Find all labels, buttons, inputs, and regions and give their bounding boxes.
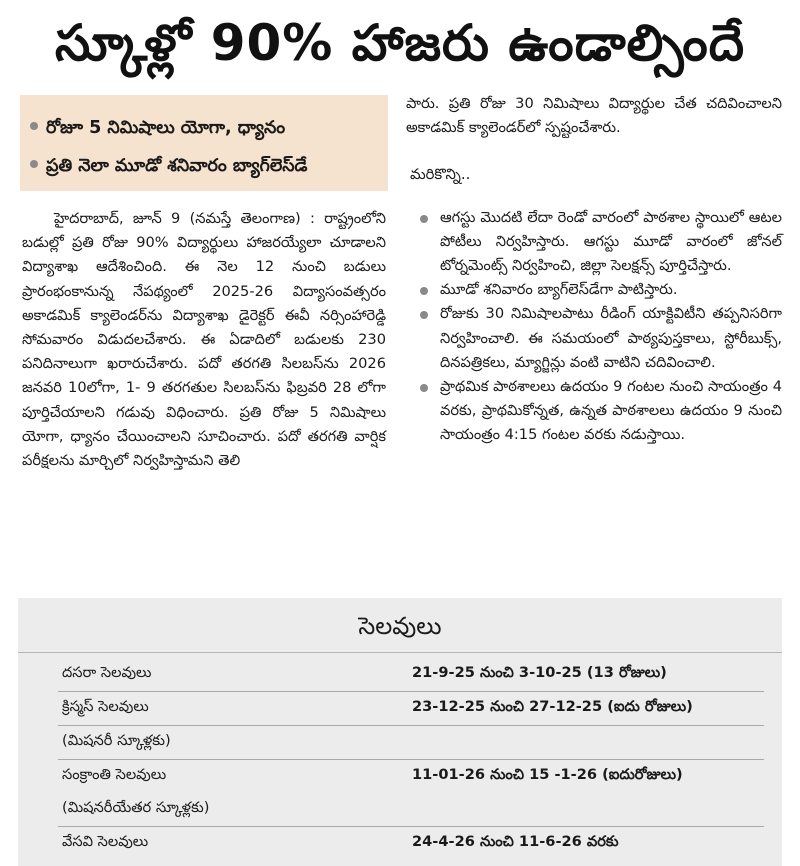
highlight-text: ప్రతి నెలా మూడో శనివారం బ్యాగ్‌లెస్‌డే xyxy=(46,156,308,176)
table-row xyxy=(58,692,764,726)
list-item xyxy=(406,302,782,375)
more-points-title: మరికొన్ని.. xyxy=(410,166,471,184)
headline: స్కూళ్లో 90% హాజరు ఉండాల్సిందే xyxy=(54,14,746,72)
highlight-item xyxy=(30,109,378,147)
highlight-text: రోజూ 5 నిమిషాలు యోగా, ధ్యానం xyxy=(46,118,286,138)
holidays-box xyxy=(18,598,782,866)
highlight-item xyxy=(30,147,378,185)
table-row xyxy=(58,658,764,692)
bullet-icon xyxy=(420,287,428,295)
bullet-icon xyxy=(420,384,428,392)
holidays-title: సెలవులు xyxy=(18,598,782,653)
holiday-name: దసరా సెలవులు xyxy=(62,664,152,681)
holiday-name: వేసవి సెలవులు xyxy=(58,827,392,861)
holiday-name: (మిషనరీ స్కూళ్లకు) xyxy=(58,726,392,760)
list-item-text: రోజుకు 30 నిమిషాలపాటు రీడింగ్ యాక్టివిటీని తప్పనిసరిగా నిర్వహించాలి. ఈ సమయంలో పాఠ్యపుస్తకాలు, స్టోరీబుక్స్, దినపత్రికలు, మ్యాగ్జిన్లు వంటి వాటిని చదివించాలి. xyxy=(440,305,782,371)
list-item-text: ప్రాథమిక పాఠశాలలు ఉదయం 9 గంటల నుంచి సాయంత్రం 4 వరకు, ప్రాథమికోన్నత, ఉన్నత పాఠశాలలు ఉదయం 9 నుంచి సాయంత్రం 4:15 గంటల వరకు నడుస్తాయి. xyxy=(440,378,782,444)
article-paragraph: హైదరాబాద్, జూన్ 9 (నమస్తే తెలంగాణ) : రాష్ట్రంలోని బడుల్లో ప్రతి రోజు 90% విద్యార్థులు హాజరయ్యేలా చూడాలని విద్యాశాఖ ఆదేశించింది. ఈ నెల 12 నుంచి బడులు ప్రారంభంకానున్న నేపథ్యంలో 2025-26 విద్యాసంవత్సరం అకాడమిక్ క్యాలెండర్‌ను విద్యాశాఖ డైరెక్టర్ ఈవీ నర్సింహారెడ్డి సోమవారం విడుదలచేశారు. ఈ ఏడాదిలో బడులకు 230 పనిదినాలుగా ఖరారుచేశారు. పదో తరగతి సిలబస్‌ను 2026 జనవరి 10లోగా, 1- 9 తరగతుల సిలబస్‌ను ఫిబ్రవరి 28 లోగా పూర్తిచేయాలని గడువు విధించారు. ప్రతి రోజు 5 నిమిషాలు యోగా, ధ్యానం చేయించాలని సూచించారు. పదో తరగతి వార్షిక పరీక్షలను మార్చిలో నిర్వహిస్తామని తెలి xyxy=(22,210,386,470)
holiday-dates: 23-12-25 నుంచి 27-12-25 (ఐదు రోజులు) xyxy=(392,692,764,726)
holiday-dates: 21-9-25 నుంచి 3-10-25 (13 రోజులు) xyxy=(412,664,667,681)
table-row xyxy=(58,793,764,827)
article-left-column xyxy=(22,207,386,473)
holiday-name: సంక్రాంతి సెలవులు xyxy=(58,760,392,794)
list-item xyxy=(406,278,782,302)
holidays-table xyxy=(58,658,764,860)
bullet-icon xyxy=(30,160,38,168)
article-continuation: పారు. ప్రతి రోజు 30 నిమిషాలు విద్యార్థుల చేత చదివించాలని అకాడమిక్ క్యాలెండర్‌లో స్పష్టంచేశారు. xyxy=(406,95,782,137)
table-row xyxy=(58,827,764,861)
bullet-icon xyxy=(30,122,38,130)
holiday-dates: 24-4-26 నుంచి 11-6-26 వరకు xyxy=(392,827,764,861)
article-right-column xyxy=(406,92,782,448)
list-item xyxy=(406,206,782,279)
list-item-text: ఆగస్టు మొదటి లేదా రెండో వారంలో పాఠశాల స్థాయిలో ఆటల పోటీలు నిర్వహిస్తారు. ఆగస్టు మూడో వారంలో జోనల్ టోర్నమెంట్స్ నిర్వహించి, జిల్లా సెలక్షన్స్ పూర్తిచేస్తారు. xyxy=(440,208,782,275)
more-points-list xyxy=(406,206,782,448)
bullet-icon xyxy=(420,215,428,223)
holiday-dates xyxy=(392,726,764,760)
table-row xyxy=(58,726,764,760)
list-item xyxy=(406,375,782,448)
table-row xyxy=(58,760,764,794)
holiday-name: (మిషనరీయేతర స్కూళ్లకు) xyxy=(62,799,210,816)
list-item-text: మూడో శనివారం బ్యాగ్‌లెస్‌డేగా పాటిస్తారు. xyxy=(440,281,678,299)
holiday-dates: 11-01-26 నుంచి 15 -1-26 (ఐదురోజులు) xyxy=(392,760,764,794)
bullet-icon xyxy=(420,311,428,319)
holiday-name: క్రిస్మస్ సెలవులు xyxy=(58,692,392,726)
highlights-box xyxy=(20,95,388,191)
holiday-dates xyxy=(392,793,764,827)
